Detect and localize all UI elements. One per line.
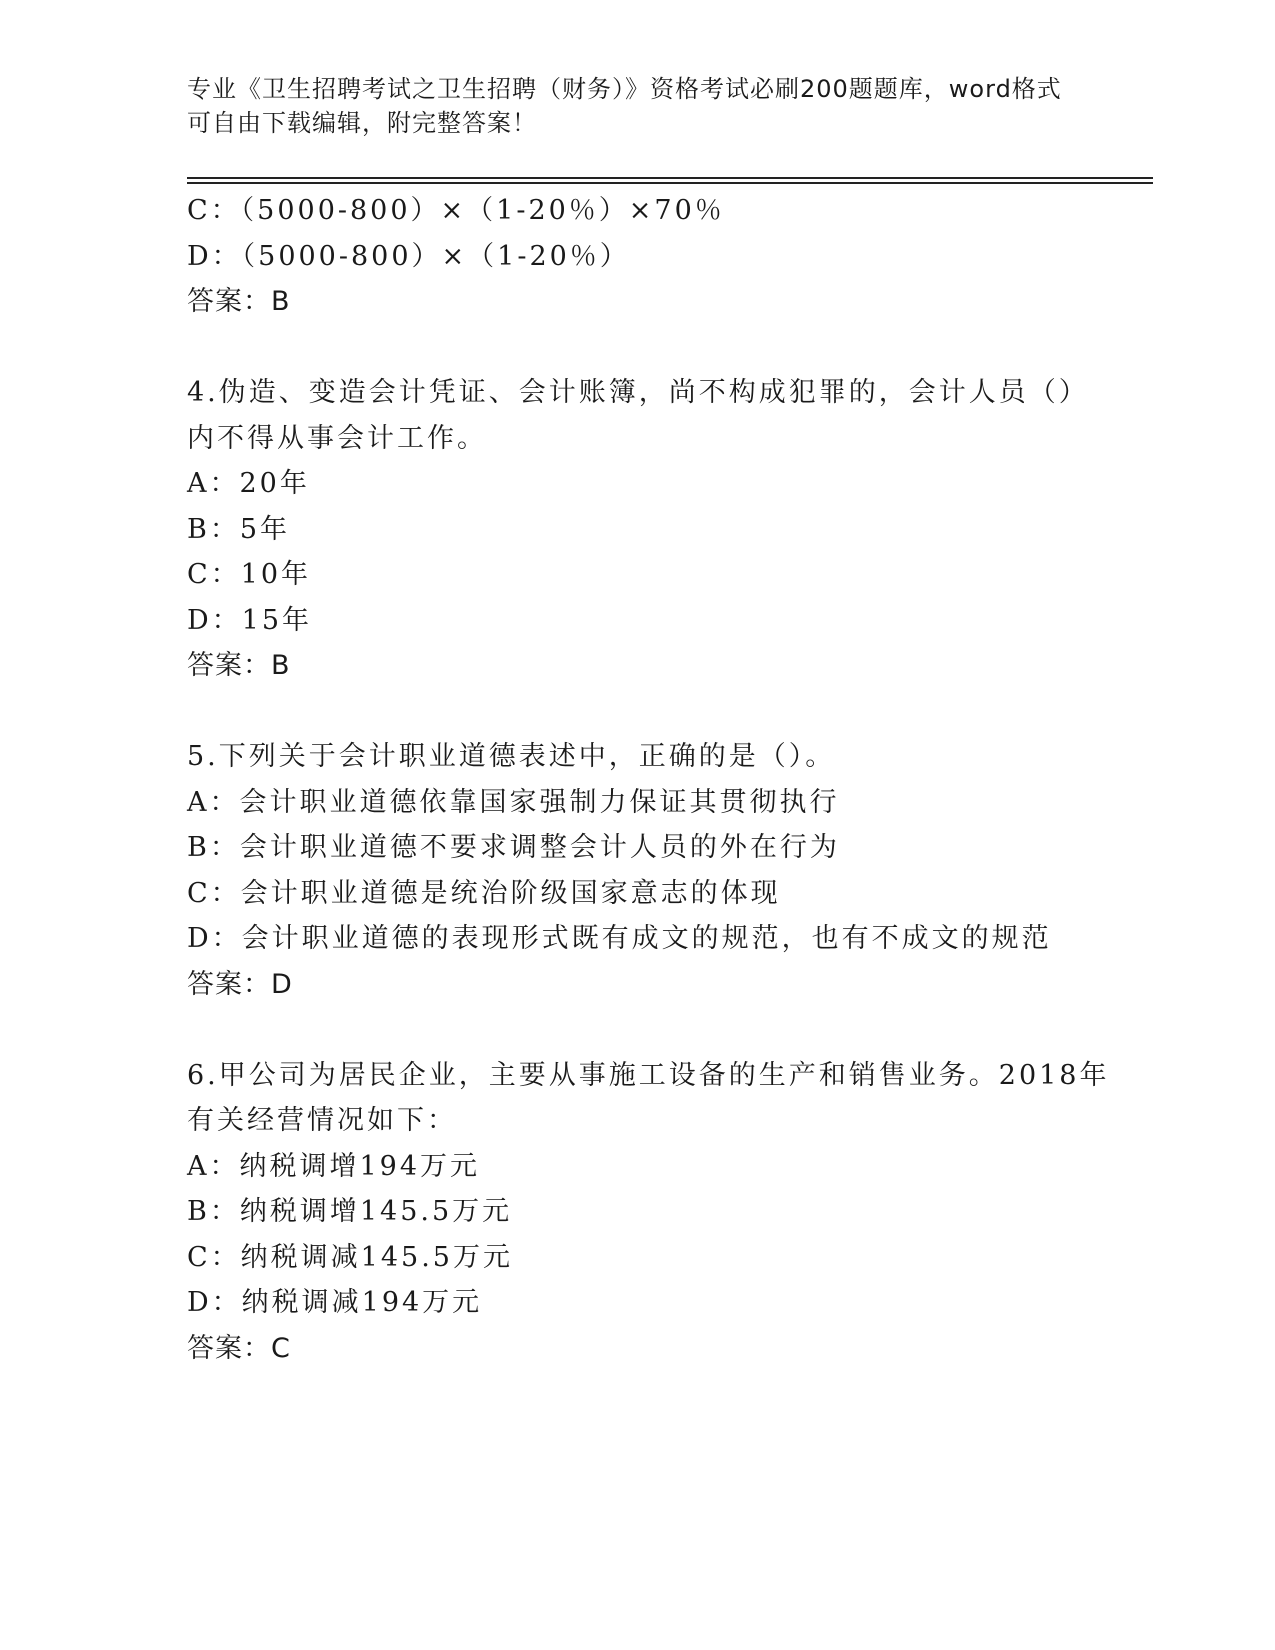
- question-4-option-b: B：5年: [187, 513, 291, 545]
- question-5-option-a: A：会计职业道德依靠国家强制力保证其贯彻执行: [187, 786, 840, 818]
- header-title-line-1: 专业《卫生招聘考试之卫生招聘（财务）》资格考试必刷200题题库，word格式: [187, 75, 1062, 103]
- question-3-option-d: D：（5000-800）×（1-20％）: [187, 240, 630, 272]
- question-5-stem-line-1: 5.下列关于会计职业道德表述中，正确的是（）。: [187, 741, 836, 772]
- question-6-option-b: B：纳税调增145.5万元: [187, 1196, 513, 1227]
- question-4-answer: 答案：B: [187, 650, 291, 681]
- question-5-answer: 答案：D: [187, 968, 293, 1000]
- question-4: [187, 370, 1087, 689]
- spacer: [187, 689, 1087, 735]
- question-6-option-d: D：纳税调减194万元: [187, 1287, 483, 1318]
- question-3: [187, 188, 1087, 325]
- question-3-answer: 答案：B: [187, 286, 291, 317]
- header-divider-top: [187, 177, 1153, 179]
- question-4-stem-line-2: 内不得从事会计工作。: [187, 422, 487, 454]
- question-6-option-c: C：纳税调减145.5万元: [187, 1241, 513, 1273]
- spacer: [187, 325, 1087, 371]
- header-title-line-2: 可自由下载编辑，附完整答案！: [187, 109, 537, 137]
- question-6-answer: 答案：C: [187, 1332, 291, 1364]
- question-4-stem-line-1: 4.伪造、变造会计凭证、会计账簿，尚不构成犯罪的，会计人员（）: [187, 377, 1089, 408]
- document-header: [187, 72, 1087, 140]
- question-6: [187, 1053, 1110, 1372]
- question-5-option-c: C：会计职业道德是统治阶级国家意志的体现: [187, 877, 781, 909]
- question-5-option-b: B：会计职业道德不要求调整会计人员的外在行为: [187, 832, 840, 863]
- question-4-option-c: C：10年: [187, 559, 312, 590]
- header-divider-bottom: [187, 182, 1153, 184]
- question-list: [187, 188, 1110, 1371]
- question-5: [187, 734, 1087, 1007]
- question-4-option-d: D：15年: [187, 604, 313, 636]
- spacer: [187, 1007, 1087, 1053]
- question-6-option-a: A：纳税调增194万元: [187, 1150, 481, 1182]
- question-3-option-c: C：（5000-800）×（1-20％）×70％: [187, 195, 725, 226]
- question-4-option-a: A：20年: [187, 468, 310, 499]
- question-6-stem-line-2: 有关经营情况如下：: [187, 1105, 457, 1136]
- question-5-option-d: D：会计职业道德的表现形式既有成文的规范，也有不成文的规范: [187, 923, 1052, 954]
- question-6-stem-line-1: 6.甲公司为居民企业，主要从事施工设备的生产和销售业务。2018年: [187, 1059, 1110, 1091]
